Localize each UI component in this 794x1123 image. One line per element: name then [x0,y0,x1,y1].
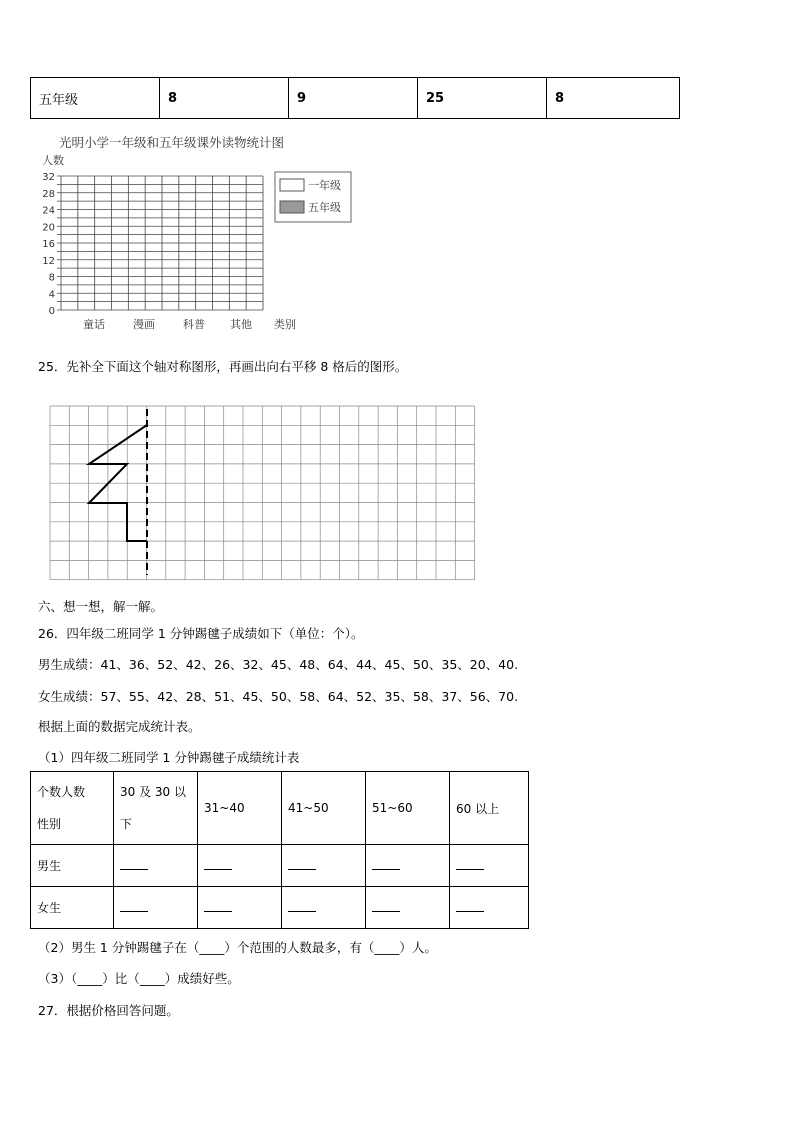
table-cell: 25 [418,78,547,119]
y-tick-label: 16 [42,239,55,250]
x-tick-label: 童话 [83,318,105,331]
y-tick-label: 28 [42,188,55,200]
header-cell: 30 及 30 以下 [114,772,198,845]
row-label: 女生 [31,887,114,929]
x-tick-label: 漫画 [133,318,155,331]
chart-legend [275,172,351,222]
chart-grid [57,176,263,310]
blank-cell[interactable] [114,845,198,887]
instruction: 根据上面的数据完成统计表。 [38,719,201,734]
table-cell: 9 [289,78,418,119]
y-tick-label: 0 [48,306,55,317]
y-tick-label: 24 [42,205,55,217]
section-6-heading: 六、想一想，解一解。 [38,599,164,614]
chart-xlabel: 类别 [274,318,296,331]
sub-question-3: （3）（____）比（____）成绩好些。 [38,971,240,986]
legend-swatch-grade5 [280,201,304,213]
table-row [31,887,529,929]
table-cell: 8 [160,78,289,119]
chart-ylabel: 人数 [42,154,64,167]
legend-label: 五年级 [308,201,341,214]
girls-scores: 女生成绩：57、55、42、28、51、45、50、58、64、52、35、58、37、56、70. [38,689,519,704]
chart-yticks [42,172,55,317]
header-cell: 41~50 [282,772,366,845]
table-row [31,78,680,119]
header-cell: 51~60 [366,772,450,845]
bar-chart [34,130,364,335]
question-27: 27．根据价格回答问题。 [38,1003,179,1018]
question-26: 26．四年级二班同学 1 分钟踢毽子成绩如下（单位：个）。 [38,626,364,641]
x-tick-label: 科普 [183,318,205,331]
x-tick-label: 其他 [230,318,252,331]
corner-cell [31,772,114,845]
header-cell: 60 以上 [450,772,529,845]
stats-table [30,771,529,929]
blank-cell[interactable] [450,845,529,887]
header-cell: 31~40 [198,772,282,845]
y-tick-label: 12 [42,255,55,267]
legend-swatch-grade1 [280,179,304,191]
blank-cell[interactable] [198,887,282,929]
table-cell: 五年级 [31,78,160,119]
question-25: 25．先补全下面这个轴对称图形，再画出向右平移 8 格后的图形。 [38,359,408,374]
sub-question-1: （1）四年级二班同学 1 分钟踢毽子成绩统计表 [38,750,300,765]
chart-xticks [83,317,252,331]
grid-lines [50,406,475,580]
chart-title: 光明小学一年级和五年级课外读物统计图 [59,135,285,150]
y-tick-label: 20 [42,222,55,234]
blank-cell[interactable] [450,887,529,929]
boys-scores: 男生成绩：41、36、52、42、26、32、45、48、64、44、45、50、35、20、40. [38,657,519,672]
blank-cell[interactable] [198,845,282,887]
corner-bottom: 性别 [37,817,62,831]
legend-label: 一年级 [308,179,341,192]
table-row [31,772,529,845]
blank-cell[interactable] [366,887,450,929]
table-cell: 8 [547,78,680,119]
blank-cell[interactable] [366,845,450,887]
blank-cell[interactable] [282,845,366,887]
y-tick-label: 8 [48,272,55,284]
corner-top: 个数人数 [37,785,86,799]
row-label: 男生 [31,845,114,887]
symmetry-grid [40,395,485,585]
sub-question-2: （2）男生 1 分钟踢毽子在（____）个范围的人数最多，有（____）人。 [38,940,437,955]
blank-cell[interactable] [282,887,366,929]
y-tick-label: 4 [48,289,55,301]
blank-cell[interactable] [114,887,198,929]
top-data-table [30,77,680,119]
table-row [31,845,529,887]
y-tick-label: 32 [42,172,55,183]
